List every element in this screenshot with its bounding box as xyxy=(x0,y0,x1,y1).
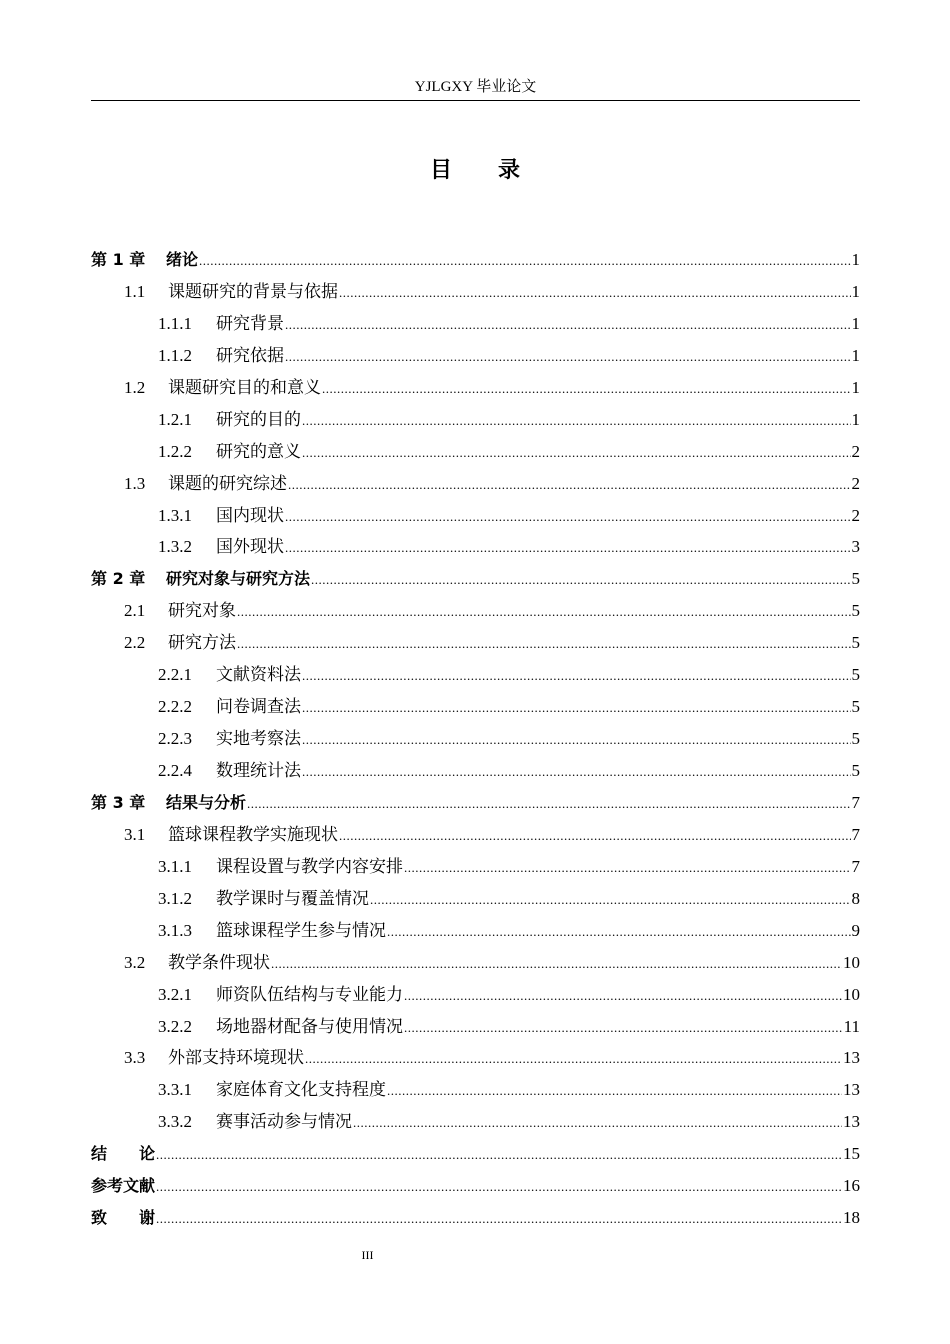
toc-entry-label: 绪论 xyxy=(166,250,199,269)
toc-dot-leader xyxy=(387,916,851,948)
toc-entry-page: 8 xyxy=(851,888,860,908)
toc-entry-label: 研究的目的 xyxy=(216,409,301,429)
table-of-contents xyxy=(91,244,860,1234)
toc-entry-page: 16 xyxy=(843,1176,860,1196)
toc-entry-number: 1.3.1 xyxy=(158,505,192,525)
toc-entry-number: 3.2 xyxy=(124,952,146,972)
toc-entry[interactable] xyxy=(91,691,860,723)
toc-dot-leader xyxy=(247,788,850,820)
toc-entry-page: 15 xyxy=(843,1144,860,1164)
toc-entry-number: 1.2.1 xyxy=(158,409,192,429)
toc-entry[interactable] xyxy=(91,563,860,595)
toc-entry[interactable] xyxy=(91,1106,860,1138)
toc-entry[interactable] xyxy=(91,468,860,500)
toc-dot-leader xyxy=(237,628,851,660)
toc-entry[interactable] xyxy=(91,627,860,659)
toc-entry-number: 2.2 xyxy=(124,633,146,653)
toc-entry-page: 2 xyxy=(851,441,860,461)
toc-entry-number: 3.2.1 xyxy=(158,984,192,1004)
toc-entry-label: 场地器材配备与使用情况 xyxy=(216,1016,403,1036)
toc-dot-leader xyxy=(302,405,851,437)
toc-title-left: 目 xyxy=(429,158,452,183)
toc-entry[interactable] xyxy=(91,883,860,915)
toc-entry-page: 10 xyxy=(843,984,860,1004)
toc-entry-number: 1.3.2 xyxy=(158,537,192,557)
toc-entry-page: 7 xyxy=(851,856,860,876)
toc-entry-page: 5 xyxy=(851,665,860,685)
toc-entry[interactable] xyxy=(91,755,860,787)
toc-title-right: 录 xyxy=(498,158,521,183)
toc-entry-page: 1 xyxy=(851,313,860,333)
toc-entry[interactable] xyxy=(91,276,860,308)
toc-entry-number: 2.2.1 xyxy=(158,665,192,685)
toc-entry-label: 课题研究的背景与依据 xyxy=(168,281,338,301)
toc-entry-page: 11 xyxy=(843,1016,860,1036)
toc-entry-label: 篮球课程学生参与情况 xyxy=(216,920,386,940)
toc-entry-label: 研究的意义 xyxy=(216,441,301,461)
toc-entry-label: 研究对象与研究方法 xyxy=(166,569,311,589)
toc-entry-number: 3.2.2 xyxy=(158,1016,192,1036)
toc-entry-number: 第 3 章 xyxy=(91,792,146,812)
toc-entry-page: 1 xyxy=(851,345,860,365)
toc-dot-leader xyxy=(285,501,851,533)
toc-entry[interactable] xyxy=(91,851,860,883)
toc-entry-label: 国外现状 xyxy=(216,537,284,557)
toc-entry[interactable] xyxy=(91,436,860,468)
toc-entry-number: 第 2 章 xyxy=(91,569,146,589)
page-number: III xyxy=(361,1248,374,1262)
toc-dot-leader xyxy=(302,756,851,788)
toc-dot-leader xyxy=(404,980,842,1012)
toc-entry-number: 3.1 xyxy=(124,824,146,844)
toc-entry-label: 教学课时与覆盖情况 xyxy=(216,888,369,908)
toc-entry-page: 1 xyxy=(851,250,860,269)
toc-entry[interactable] xyxy=(91,500,860,532)
toc-dot-leader xyxy=(285,309,851,341)
toc-entry[interactable] xyxy=(91,531,860,563)
toc-dot-leader xyxy=(302,660,851,692)
toc-entry[interactable] xyxy=(91,1202,860,1234)
toc-entry[interactable] xyxy=(91,1170,860,1202)
toc-entry-label: 课程设置与教学内容安排 xyxy=(216,856,403,876)
toc-entry[interactable] xyxy=(91,947,860,979)
toc-entry-page: 1 xyxy=(851,377,860,397)
toc-entry-number: 2.2.2 xyxy=(158,697,192,717)
toc-dot-leader xyxy=(302,692,851,724)
toc-entry-page: 5 xyxy=(851,761,860,780)
toc-entry-number: 1.1.1 xyxy=(158,313,192,333)
toc-entry-label: 研究方法 xyxy=(168,633,236,653)
toc-entry-label: 研究对象 xyxy=(168,601,236,621)
toc-dot-leader xyxy=(339,277,851,309)
toc-entry-label: 国内现状 xyxy=(216,505,284,525)
toc-dot-leader xyxy=(237,596,851,628)
toc-entry-page: 1 xyxy=(851,409,860,429)
toc-entry-page: 5 xyxy=(851,569,860,589)
toc-dot-leader xyxy=(404,852,851,884)
toc-title xyxy=(0,155,950,187)
toc-dot-leader xyxy=(199,245,850,277)
toc-entry-page: 13 xyxy=(843,1112,860,1132)
toc-entry-number: 1.2.2 xyxy=(158,441,192,461)
toc-entry-number: 3.1.2 xyxy=(158,888,192,908)
toc-entry-page: 13 xyxy=(843,1048,860,1068)
toc-entry-number: 3.1.1 xyxy=(158,856,192,876)
toc-entry[interactable] xyxy=(91,819,860,851)
toc-entry-label: 结 论 xyxy=(91,1144,156,1164)
toc-entry[interactable] xyxy=(91,595,860,627)
toc-entry-number: 1.1 xyxy=(124,281,146,301)
toc-dot-leader xyxy=(339,820,851,852)
page-header: YJLGXY 毕业论文 xyxy=(414,79,537,95)
toc-dot-leader xyxy=(322,373,851,405)
toc-entry-number: 1.1.2 xyxy=(158,345,192,365)
toc-entry-page: 2 xyxy=(851,505,860,525)
toc-entry-number: 第 1 章 xyxy=(91,250,146,269)
toc-entry-page: 18 xyxy=(843,1208,860,1228)
toc-dot-leader xyxy=(305,1043,842,1075)
toc-dot-leader xyxy=(156,1139,842,1171)
toc-entry-number: 2.2.4 xyxy=(158,761,192,780)
toc-entry-label: 文献资料法 xyxy=(216,665,301,685)
toc-entry-number: 1.3 xyxy=(124,473,146,493)
toc-entry[interactable] xyxy=(91,1138,860,1170)
toc-entry-label: 赛事活动参与情况 xyxy=(216,1112,352,1132)
toc-entry-page: 5 xyxy=(851,729,860,749)
toc-entry-number: 3.3.1 xyxy=(158,1080,192,1100)
toc-entry-label: 师资队伍结构与专业能力 xyxy=(216,984,403,1004)
toc-dot-leader xyxy=(302,724,851,756)
toc-entry-number: 3.3.2 xyxy=(158,1112,192,1132)
toc-entry[interactable] xyxy=(91,340,860,372)
toc-entry-page: 3 xyxy=(851,537,860,557)
toc-entry-page: 2 xyxy=(851,473,860,493)
toc-dot-leader xyxy=(156,1171,842,1203)
toc-entry-label: 致 谢 xyxy=(91,1208,156,1228)
toc-entry-number: 1.2 xyxy=(124,377,146,397)
toc-entry-page: 1 xyxy=(851,281,860,301)
toc-entry[interactable] xyxy=(91,308,860,340)
header-rule xyxy=(91,100,860,101)
toc-entry-number: 3.1.3 xyxy=(158,920,192,940)
toc-entry[interactable] xyxy=(91,979,860,1011)
toc-entry[interactable] xyxy=(91,372,860,404)
toc-entry[interactable] xyxy=(91,244,860,276)
toc-entry[interactable] xyxy=(91,1011,860,1043)
toc-dot-leader xyxy=(370,884,851,916)
toc-entry[interactable] xyxy=(91,404,860,436)
toc-entry-label: 课题研究目的和意义 xyxy=(168,377,321,397)
toc-entry-number: 2.1 xyxy=(124,601,146,621)
toc-entry-label: 研究背景 xyxy=(216,313,284,333)
toc-entry-label: 参考文献 xyxy=(91,1176,156,1196)
toc-dot-leader xyxy=(285,532,851,564)
toc-entry-page: 7 xyxy=(851,824,860,844)
toc-dot-leader xyxy=(302,437,851,469)
toc-entry-page: 10 xyxy=(843,952,860,972)
toc-entry-label: 实地考察法 xyxy=(216,729,301,749)
toc-dot-leader xyxy=(353,1107,842,1139)
toc-dot-leader xyxy=(387,1075,842,1107)
toc-entry-label: 外部支持环境现状 xyxy=(168,1048,304,1068)
toc-entry[interactable] xyxy=(91,915,860,947)
toc-entry-number: 3.3 xyxy=(124,1048,146,1068)
toc-entry[interactable] xyxy=(91,659,860,691)
toc-entry-label: 数理统计法 xyxy=(216,761,301,780)
toc-dot-leader xyxy=(404,1012,843,1044)
toc-dot-leader xyxy=(156,1203,842,1235)
toc-entry[interactable] xyxy=(91,787,860,819)
toc-entry-label: 研究依据 xyxy=(216,345,284,365)
toc-entry-label: 教学条件现状 xyxy=(168,952,270,972)
toc-entry-number: 2.2.3 xyxy=(158,729,192,749)
toc-entry-page: 5 xyxy=(851,697,860,717)
toc-entry-page: 9 xyxy=(851,920,860,940)
toc-entry-label: 问卷调查法 xyxy=(216,697,301,717)
toc-dot-leader xyxy=(271,948,842,980)
toc-entry-page: 7 xyxy=(851,792,860,812)
toc-entry-page: 13 xyxy=(843,1080,860,1100)
toc-entry-label: 篮球课程教学实施现状 xyxy=(168,824,338,844)
toc-entry-label: 课题的研究综述 xyxy=(168,473,287,493)
toc-dot-leader xyxy=(311,564,850,596)
toc-dot-leader xyxy=(288,469,851,501)
toc-entry[interactable] xyxy=(91,723,860,755)
toc-dot-leader xyxy=(285,341,851,373)
toc-entry-page: 5 xyxy=(851,601,860,621)
toc-entry-page: 5 xyxy=(851,633,860,653)
toc-entry[interactable] xyxy=(91,1042,860,1074)
toc-entry[interactable] xyxy=(91,1074,860,1106)
toc-entry-label: 结果与分析 xyxy=(166,792,247,812)
toc-entry-label: 家庭体育文化支持程度 xyxy=(216,1080,386,1100)
